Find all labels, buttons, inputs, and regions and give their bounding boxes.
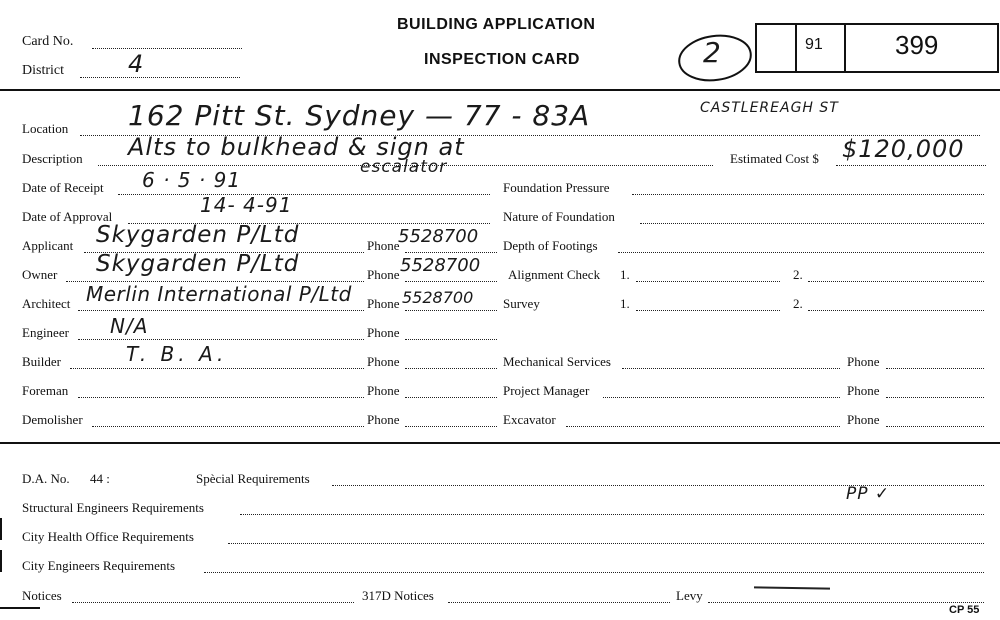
engineer-line bbox=[78, 339, 364, 340]
builder-label: Builder bbox=[22, 354, 61, 369]
excavator-phone-label: Phone bbox=[847, 412, 880, 427]
nature-foundation-label: Nature of Foundation bbox=[503, 209, 615, 224]
notices-317-line[interactable] bbox=[448, 602, 670, 603]
builder-phone-line[interactable] bbox=[405, 368, 497, 369]
owner-phone-line bbox=[405, 281, 497, 282]
architect-phone[interactable]: 5528700 bbox=[402, 288, 474, 307]
engineer-value[interactable]: N/A bbox=[110, 314, 149, 338]
survey-line-2[interactable] bbox=[808, 310, 984, 311]
project-manager-phone-line[interactable] bbox=[886, 397, 984, 398]
excavator-line[interactable] bbox=[566, 426, 840, 427]
structural-mark: PP ✓ bbox=[846, 484, 891, 504]
nature-foundation-line[interactable] bbox=[640, 223, 984, 224]
levy-label: Levy bbox=[676, 588, 703, 603]
foundation-pressure-line[interactable] bbox=[632, 194, 984, 195]
description-value-2: escalator bbox=[360, 157, 448, 177]
engineer-phone-label: Phone bbox=[367, 325, 400, 340]
middle-rule bbox=[0, 442, 1000, 444]
applicant-phone[interactable]: 5528700 bbox=[398, 226, 479, 247]
engineer-phone-line[interactable] bbox=[405, 339, 497, 340]
notices-label: Notices bbox=[22, 588, 62, 603]
structural-line[interactable] bbox=[240, 514, 984, 515]
demolisher-line[interactable] bbox=[92, 426, 364, 427]
title-line-1: BUILDING APPLICATION bbox=[397, 16, 596, 33]
excavator-phone-line[interactable] bbox=[886, 426, 984, 427]
da-label: D.A. No. bbox=[22, 471, 70, 486]
location-label: Location bbox=[22, 121, 69, 136]
estimated-cost-line bbox=[836, 165, 986, 166]
owner-phone-label: Phone bbox=[367, 267, 400, 282]
alignment-num-1: 1. bbox=[620, 267, 630, 282]
applicant-label: Applicant bbox=[22, 238, 74, 253]
architect-phone-line bbox=[405, 310, 497, 311]
owner-phone[interactable]: 5528700 bbox=[400, 255, 481, 276]
foundation-pressure-label: Foundation Pressure bbox=[503, 180, 610, 195]
foreman-phone-line[interactable] bbox=[405, 397, 497, 398]
city-eng-label: City Engineers Requirements bbox=[22, 558, 176, 573]
card-box-large: 399 bbox=[895, 30, 939, 60]
card-box-small: 91 bbox=[805, 36, 823, 53]
special-label: Spècial Requirements bbox=[196, 471, 310, 486]
engineer-label: Engineer bbox=[22, 325, 69, 340]
date-receipt-line bbox=[118, 194, 490, 195]
bottom-left-mark bbox=[0, 607, 40, 609]
structural-label: Structural Engineers Requirements bbox=[22, 500, 204, 515]
mechanical-line[interactable] bbox=[622, 368, 840, 369]
alignment-line-1[interactable] bbox=[636, 281, 780, 282]
survey-line-1[interactable] bbox=[636, 310, 780, 311]
applicant-phone-label: Phone bbox=[367, 238, 400, 253]
owner-label: Owner bbox=[22, 267, 58, 282]
depth-footings-label: Depth of Footings bbox=[503, 238, 598, 253]
margin-tick-1 bbox=[0, 518, 2, 540]
title-line-2: INSPECTION CARD bbox=[424, 51, 580, 68]
foreman-phone-label: Phone bbox=[367, 383, 400, 398]
da-value[interactable]: 44 : bbox=[90, 471, 110, 486]
estimated-cost-label: Estimated Cost $ bbox=[730, 151, 819, 166]
demolisher-phone-label: Phone bbox=[367, 412, 400, 427]
demolisher-phone-line[interactable] bbox=[405, 426, 497, 427]
applicant-phone-line bbox=[405, 252, 497, 253]
card-number-box bbox=[755, 23, 999, 73]
card-box-divider-2 bbox=[844, 23, 846, 71]
card-no-label: Card No. bbox=[22, 34, 74, 49]
location-value[interactable]: 162 Pitt St. Sydney — 77 - 83A bbox=[128, 99, 591, 132]
margin-tick-2 bbox=[0, 550, 2, 572]
mechanical-phone-label: Phone bbox=[847, 354, 880, 369]
district-line bbox=[80, 77, 240, 78]
owner-value[interactable]: Skygarden P/Ltd bbox=[96, 251, 300, 277]
description-label: Description bbox=[22, 151, 83, 166]
survey-num-1: 1. bbox=[620, 296, 630, 311]
location-extra: CASTLEREAGH ST bbox=[700, 100, 839, 116]
architect-line bbox=[78, 310, 364, 311]
builder-value[interactable]: T. B. A. bbox=[126, 342, 228, 366]
date-approval-label: Date of Approval bbox=[22, 209, 113, 224]
builder-phone-label: Phone bbox=[367, 354, 400, 369]
notices-line[interactable] bbox=[72, 602, 354, 603]
foreman-label: Foreman bbox=[22, 383, 69, 398]
architect-value[interactable]: Merlin International P/Ltd bbox=[86, 282, 352, 306]
alignment-line-2[interactable] bbox=[808, 281, 984, 282]
footer-code: CP 55 bbox=[949, 604, 980, 616]
card-box-divider-1 bbox=[795, 23, 797, 71]
mechanical-label: Mechanical Services bbox=[503, 354, 611, 369]
date-receipt-value[interactable]: 6 · 5 · 91 bbox=[142, 168, 242, 192]
architect-label: Architect bbox=[22, 296, 71, 311]
district-value[interactable]: 4 bbox=[128, 50, 145, 78]
circled-number: 2 bbox=[703, 36, 722, 69]
survey-label: Survey bbox=[503, 296, 540, 311]
description-value[interactable]: Alts to bulkhead & sign at bbox=[128, 133, 465, 161]
mechanical-phone-line[interactable] bbox=[886, 368, 984, 369]
project-manager-phone-label: Phone bbox=[847, 383, 880, 398]
card-no-line[interactable] bbox=[92, 48, 242, 49]
notices-317-label: 317D Notices bbox=[362, 588, 434, 603]
excavator-label: Excavator bbox=[503, 412, 556, 427]
applicant-value[interactable]: Skygarden P/Ltd bbox=[96, 222, 300, 248]
estimated-cost-value[interactable]: $120,000 bbox=[842, 135, 965, 163]
header-rule bbox=[0, 89, 1000, 91]
survey-num-2: 2. bbox=[793, 296, 803, 311]
alignment-num-2: 2. bbox=[793, 267, 803, 282]
date-approval-value[interactable]: 14- 4-91 bbox=[200, 193, 293, 217]
levy-dash-mark bbox=[754, 586, 830, 589]
project-manager-line[interactable] bbox=[603, 397, 840, 398]
date-receipt-label: Date of Receipt bbox=[22, 180, 104, 195]
levy-line[interactable] bbox=[708, 602, 984, 603]
builder-line bbox=[70, 368, 364, 369]
alignment-label: Alignment Check bbox=[508, 267, 601, 282]
foreman-line[interactable] bbox=[78, 397, 364, 398]
district-label: District bbox=[22, 63, 64, 78]
health-line[interactable] bbox=[228, 543, 984, 544]
demolisher-label: Demolisher bbox=[22, 412, 83, 427]
health-label: City Health Office Requirements bbox=[22, 529, 194, 544]
project-manager-label: Project Manager bbox=[503, 383, 590, 398]
architect-phone-label: Phone bbox=[367, 296, 400, 311]
depth-footings-line[interactable] bbox=[618, 252, 984, 253]
city-eng-line[interactable] bbox=[204, 572, 984, 573]
